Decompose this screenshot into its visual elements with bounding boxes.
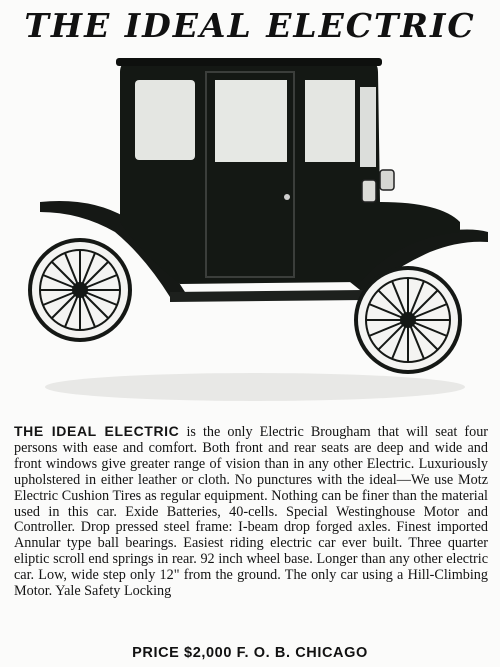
lead-title: THE IDEAL ELECTRIC (14, 423, 180, 439)
roof-edge (116, 58, 382, 66)
price-line: PRICE $2,000 F. O. B. CHICAGO (132, 645, 368, 661)
description-text: is the only Electric Brougham that will seat four persons with ease and comfort. Both front and rear seats are deep and wide and front windows give greater range of vision than in any other Electric. Luxuriously upholstered in either leather or cloth. No punctures with the ideal—We use Motz Electric Cushion Tires as regular equipment. Nothing can be finer than the material used in this car. Exide Batteries, 40-cells. Special Westinghouse Motor and Controller. Drop pressed steel frame: I-beam drop forged axles. Finest imported Annular type ball bearings. Easiest riding electric car ever built. Three quarter eliptic scroll end springs in rear. 92 inch wheel base. Longer than any other electric car. Low, wide step only 12" from the ground. The only car using a Hill-Climbing Motor. Yale Safety Locking (14, 424, 489, 600)
side-lamp (362, 180, 376, 202)
headline: THE IDEAL ELECTRIC (24, 6, 476, 45)
rear-window (135, 80, 195, 160)
door-window (215, 80, 287, 162)
front-window (360, 87, 376, 167)
side-lamp-2 (380, 170, 394, 190)
door-handle (284, 194, 290, 200)
description-paragraph (14, 424, 488, 600)
rear-wheel (30, 240, 130, 340)
ground-shadow (45, 373, 465, 401)
car-illustration (20, 52, 490, 412)
running-board (170, 290, 365, 302)
front-wheel (356, 268, 460, 372)
side-window (305, 80, 355, 162)
